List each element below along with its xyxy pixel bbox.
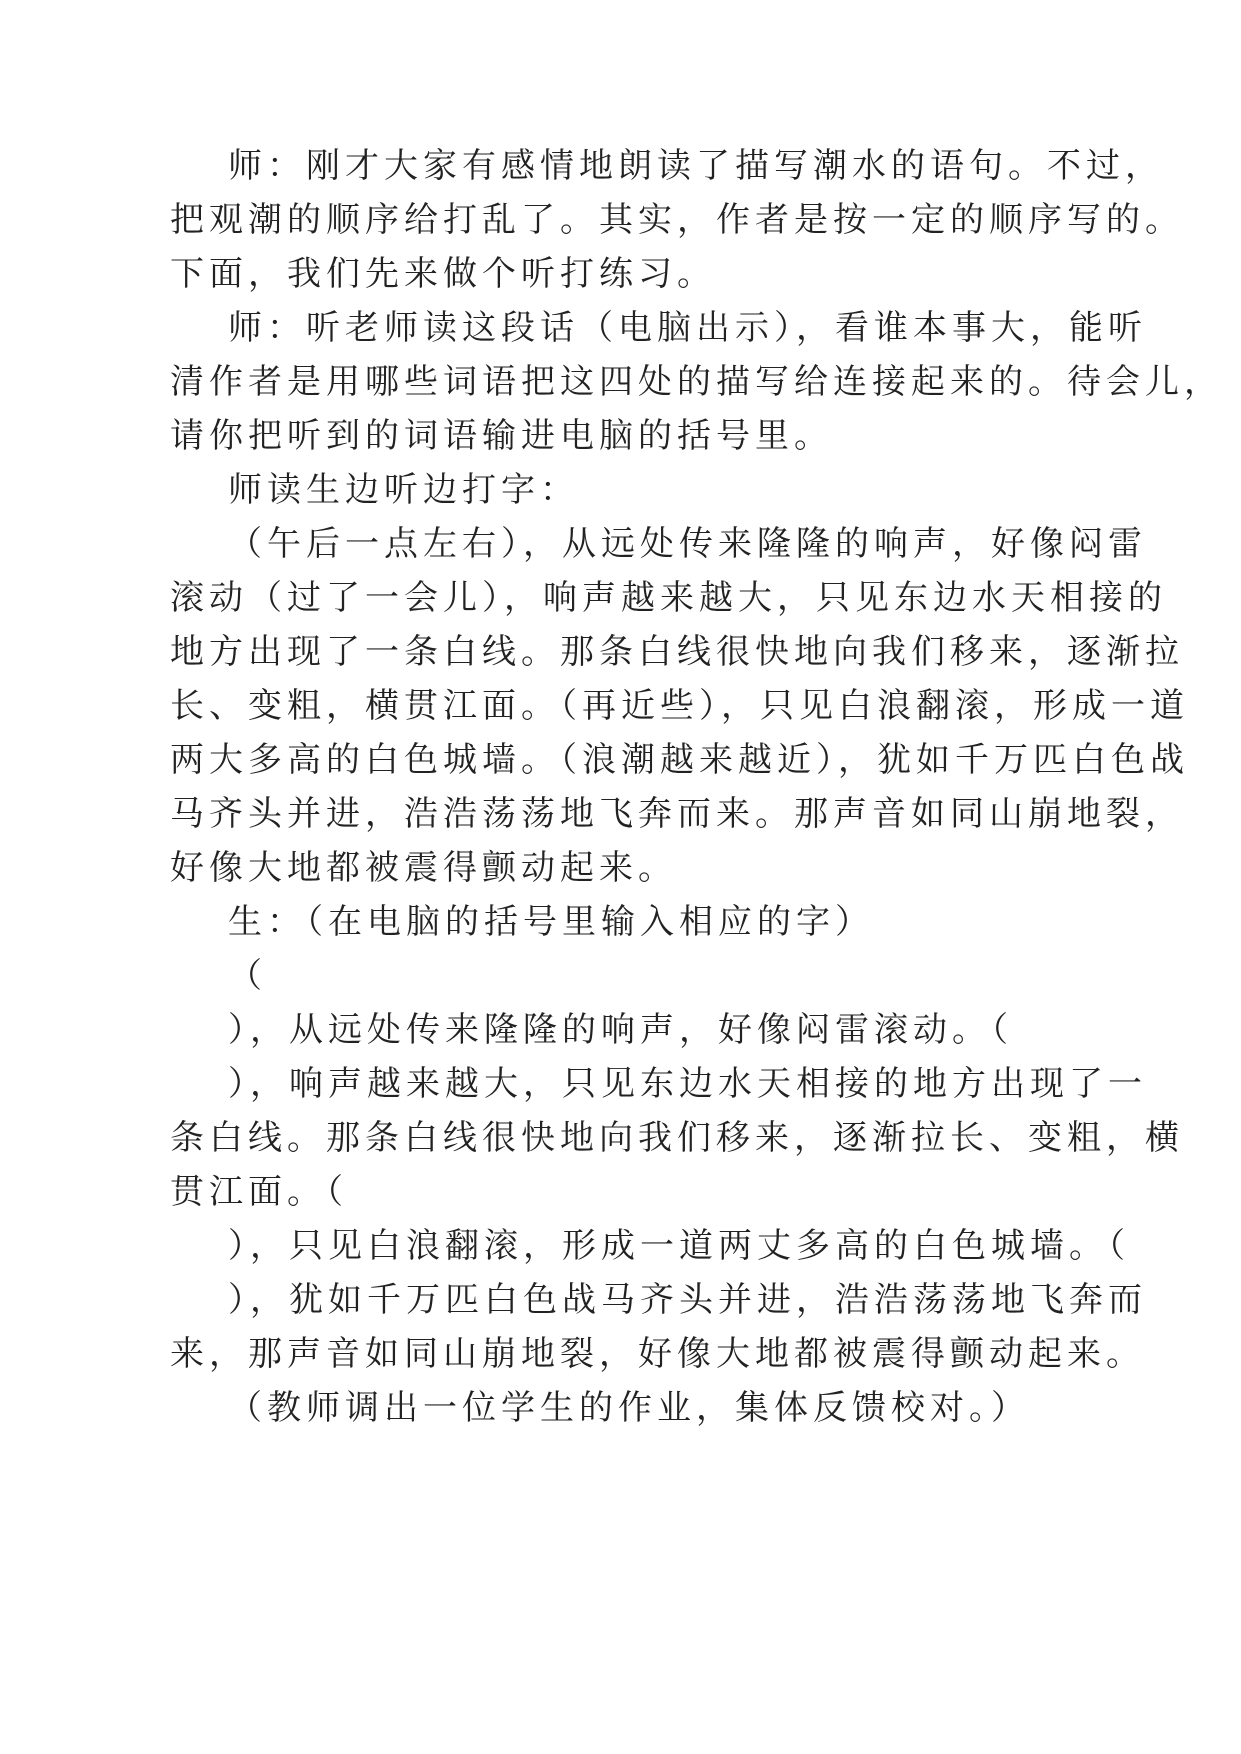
- text-line: （教师调出一位学生的作业，集体反馈校对。）: [228, 1388, 1030, 1428]
- text-line: （午后一点左右），从远处传来隆隆的响声，好像闷雷: [228, 524, 1147, 564]
- text-line: ），只见白浪翻滚，形成一道两丈多高的白色城墙。（: [228, 1226, 1130, 1266]
- text-line: 滚动（过了一会儿），响声越来越大，只见东边水天相接的: [170, 578, 1167, 618]
- text-line: 生：（在电脑的括号里输入相应的字）: [228, 902, 874, 942]
- text-line: 好像大地都被震得颤动起来。: [170, 848, 677, 888]
- text-line: 师：听老师读这段话（电脑出示），看谁本事大，能听: [228, 308, 1147, 348]
- text-line: 来，那声音如同山崩地裂，好像大地都被震得颤动起来。: [170, 1334, 1145, 1374]
- text-line: （: [228, 956, 267, 996]
- text-line: 师：刚才大家有感情地朗读了描写潮水的语句。不过，: [228, 146, 1164, 186]
- text-line: 地方出现了一条白线。那条白线很快地向我们移来，逐渐拉: [170, 632, 1184, 672]
- text-line: 条白线。那条白线很快地向我们移来，逐渐拉长、变粗，横: [170, 1118, 1184, 1158]
- text-line: 长、变粗，横贯江面。（再近些），只见白浪翻滚，形成一道: [170, 686, 1189, 726]
- text-line: 马齐头并进，浩浩荡荡地飞奔而来。那声音如同山崩地裂，: [170, 794, 1184, 834]
- text-line: 贯江面。（: [170, 1172, 348, 1212]
- text-line: ），犹如千万匹白色战马齐头并进，浩浩荡荡地飞奔而: [228, 1280, 1147, 1320]
- text-line: 两大多高的白色城墙。（浪潮越来越近），犹如千万匹白色战: [170, 740, 1189, 780]
- text-line: 请你把听到的词语输进电脑的括号里。: [170, 416, 833, 456]
- text-line: 清作者是用哪些词语把这四处的描写给连接起来的。待会儿，: [170, 362, 1223, 402]
- text-line: 把观潮的顺序给打乱了。其实，作者是按一定的顺序写的。: [170, 200, 1184, 240]
- text-line: ），响声越来越大，只见东边水天相接的地方出现了一: [228, 1064, 1147, 1104]
- text-line: 下面，我们先来做个听打练习。: [170, 254, 716, 294]
- text-line: ），从远处传来隆隆的响声，好像闷雷滚动。（: [228, 1010, 1013, 1050]
- text-line: 师读生边听边打字：: [228, 470, 579, 510]
